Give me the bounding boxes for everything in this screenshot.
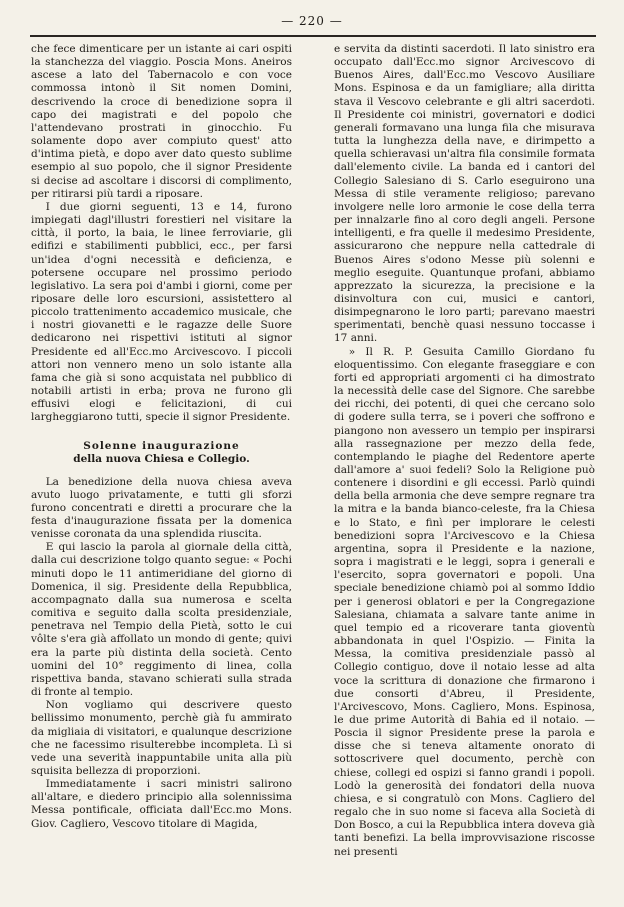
section-heading-line2: della nuova Chiesa e Collegio. — [73, 452, 250, 465]
paragraph: I due giorni seguenti, 13 e 14, furono impiegati dagl'illustri forestieri nel visitare la città, il porto, la baia, le linee ferroviarie, gli edifizi e stabilimenti pubblici, ecc., per farsi un'idea d'ogni necessità e deficienza, e potersene occupare nel prossimo periodo legislativo. La sera poi d'ambi i giorni, come per riposare delle loro escursioni, assistettero al piccolo trattenimento accademico musicale, che i nostri giovanetti e le ragazze delle Suore dedicarono nei rispettivi istituti al signor Presidente ed all'Ecc.mo Arcivescovo. I piccoli attori non vennero meno un solo istante alla fama che già si sono acquistata nel pubblico di notabili artisti in erba; prova ne furono gli effusivi elogi e felicitazioni, di cui largheggiarono tutti, specie il signor Presidente. — [31, 200, 292, 424]
paragraph: E qui lascio la parola al giornale della città, dalla cui descrizione tolgo quanto segue: « Pochi minuti dopo le 11 antimeridiane del giorno di Domenica, il sig. Presidente della Repubblica, accompagnato dalla sua numerosa e scelta comitiva e seguito dalla scolta presidenziale, penetrava nel Tempio della Pietà, sotto le cui vôlte s'era già affollato un mondo di gente; quivi era la parte più distinta della società. Cento uomini del 10° reggimento di linea, colla rispettiva banda, stavano schierati sulla strada di fronte al tempio. — [31, 541, 292, 699]
left-column — [31, 43, 292, 831]
paragraph: » Il R. P. Gesuita Camillo Giordano fu eloquentissimo. Con elegante fraseggiare e con forti ed appropriati argomenti ci ha dimostrato la necessità delle case del Signore. Che sarebbe dei ricchi, dei potenti, di quei che cercano solo di godere sulla terra, se i poveri che soffrono e piangono non avessero un tempio per inspirarsi alla rassegnazione per mezzo della fede, contemplando le piaghe del Redentore aperte dall'amore a' suoi fedeli? Solo la Religione può contenere i disordini e gli eccessi. Parlò quindi della bella armonia che deve sempre regnare tra la mitra e la banda bianco-celeste, fra la Chiesa e lo Stato, e finì per implorare le celesti benedizioni sopra l'Arcivescovo e la Chiesa argentina, sopra il Presidente e la nazione, sopra i magistrati e le leggi, sopra i generali e l'esercito, sopra governatori e popoli. Una speciale benedizione chiamò poi al sommo Iddio per i generosi oblatori e per la Congregazione Salesiana, chiamata a salvare tante anime in quel tempio ed a ricoverare tanta gioventù abbandonata in quel l'Ospizio. — Finita la Messa, la comitiva presidenziale passò al Collegio contiguo, dove il notaio lesse ad alta voce la scrittura di donazione che firmarono i due consorti d'Abreu, il Presidente, l'Arcivescovo, Mons. Cagliero, Mons. Espinosa, le due prime Autorità di Bahia ed il notaio. — Poscia il signor Presidente prese la parola e disse che si teneva altamente onorato di sottoscrivere quel documento, perchè con chiese, collegi ed ospizi si fanno grandi i popoli. Lodò la generosità dei fondatori della nuova chiesa, e si congratulò con Mons. Cagliero del regalo che in suo nome si faceva alla Società di Don Bosco, a cui la Repubblica intera doveva già tanti benefizi. La bella improvvisazione riscosse nei presenti — [334, 345, 595, 858]
section-heading — [31, 440, 292, 466]
header-rule — [30, 35, 596, 37]
paragraph: Immediatamente i sacri ministri salirono all'altare, e diedero principio alla solennissima Messa pontificale, officiata dall'Ecc.mo Mons. Giov. Cagliero, Vescovo titolare di Magida, — [31, 778, 292, 830]
page-number: — 220 — — [281, 14, 343, 28]
section-heading-line1: Solenne inaugurazione — [83, 439, 240, 452]
paragraph: e servita da distinti sacerdoti. Il lato sinistro era occupato dall'Ecc.mo signor Arcivescovo di Buenos Aires, dall'Ecc.mo Vescovo Ausiliare Mons. Espinosa e da un famigliare; alla diritta stava il Vescovo celebrante e gli altri sacerdoti. Il Presidente coi ministri, governatori e dodici generali formavano una lunga fila che misurava tutta la lunghezza della nave, e dirimpetto a quella schieravasi un'altra fila consimile formata dall'elemento civile. La banda ed i cantori del Collegio Salesiano di S. Carlo eseguirono una Messa di stile veramente religioso; parevano involgere nelle loro armonie le cose della terra per innalzarle fino al coro degli angeli. Persone intelligenti, e fra quelle il medesimo Presidente, assicurarono che neppure nella cattedrale di Buenos Aires s'odono Messe più solenni e meglio eseguite. Quantunque profani, abbiamo apprezzato la sicurezza, la precisione e la disinvoltura con cui, musici e cantori, disimpegnarono le loro parti; parevano maestri sperimentati, benchè quasi nessuno toccasse i 17 anni. — [334, 43, 595, 345]
paragraph: La benedizione della nuova chiesa aveva avuto luogo privatamente, e tutti gli sforzi furono concentrati e diretti a procurare che la festa d'inaugurazione fissata per la domenica venisse coronata da una splendida riuscita. — [31, 475, 292, 541]
right-column — [334, 43, 595, 859]
paragraph: Non vogliamo qui descrivere questo bellissimo monumento, perchè già fu ammirato da migliaia di visitatori, e qualunque descrizione che ne facessimo risulterebbe incompleta. Lì si vede una severità inappuntabile unita alla più squisita bellezza di proporzioni. — [31, 699, 292, 777]
paragraph: che fece dimenticare per un istante ai cari ospiti la stanchezza del viaggio. Poscia Mons. Aneiros ascese a lato del Tabernacolo e con voce commossa intonò il Sit nomen Domini, descrivendo la croce di benedizione sopra il capo dei magistrati e del popolo che l'attendevano prostrati in ginocchio. Fu solamente dopo aver compiuto quest' atto d'intima pietà, e dopo aver dato questo sublime esempio al suo popolo, che il signor Presidente si decise ad ascoltare i discorsi di complimento, per ritirarsi più tardi a riposare. — [31, 43, 292, 200]
